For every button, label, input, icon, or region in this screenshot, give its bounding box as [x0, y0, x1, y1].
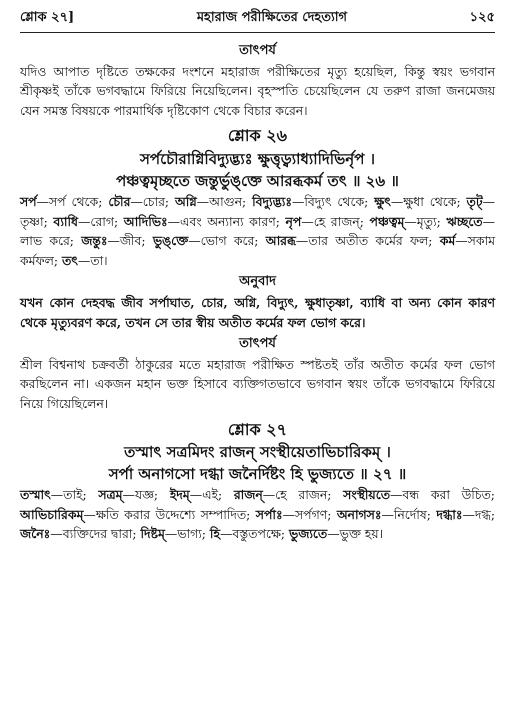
- synonym-meaning: —এই;: [189, 487, 234, 503]
- synonym-meaning: —হে রাজন;: [262, 487, 344, 503]
- synonym-word: আদিভিঃ: [123, 213, 168, 229]
- synonym-meaning: —বিদ্যুৎ থেকে;: [291, 193, 375, 209]
- synonym-meaning: —বন্ধ করা উচিত;: [390, 487, 495, 503]
- synonym-word: সর্প: [20, 193, 37, 209]
- synonym-word: তৎ: [61, 252, 78, 268]
- synonym-meaning: —তাই;: [50, 487, 99, 503]
- synonym-meaning: —তার অতীত কর্মের ফল;: [295, 233, 440, 249]
- synonym-word: দগ্ধাঃ: [436, 506, 463, 522]
- synonym-word: ভুঙ্‌ক্তে: [152, 233, 189, 249]
- synonym-word: ইদম্: [169, 487, 190, 503]
- synonym-meaning: —জীব;: [107, 233, 153, 249]
- header-verse-ref: শ্লোক ২৭]: [20, 10, 75, 25]
- synonym-word: কর্ম: [439, 233, 456, 249]
- verse-27-line-2: সর্পা অনাগসো দগ্ধা জনৈর্দিষ্টং হি ভুজ্যতে ॥ ২৭ ॥: [108, 465, 407, 484]
- synonym-word: নৃপ: [285, 213, 302, 229]
- synonym-meaning: —ভাগ্য;: [164, 526, 210, 542]
- header-chapter-title: মহারাজ পরীক্ষিতের দেহত্যাগ: [196, 10, 348, 25]
- synonym-word: ব্যাধি: [53, 213, 78, 229]
- synonym-meaning: —রোগ;: [78, 213, 124, 229]
- synonym-word: অগ্নি: [175, 193, 197, 209]
- synonym-word: সংস্থীয়তে: [343, 487, 391, 503]
- synonym-meaning: —ভুক্ত হয়।: [327, 526, 384, 542]
- synonym-word: জনৈঃ: [20, 526, 51, 542]
- verse-27-title: শ্লোক ২৭: [227, 419, 288, 439]
- synonym-word: ভুজ্যতে: [289, 526, 328, 542]
- purport-heading: তাৎপর্য: [239, 43, 276, 58]
- verse-27-line-1: তস্মাৎ সত্রমিদং রাজন্ সংস্থীয়েতাভিচারিকম্ ।: [124, 443, 391, 462]
- synonym-word: তৃট্: [466, 193, 483, 209]
- synonym-meaning: —তৃষ্ণা;: [20, 193, 495, 229]
- synonym-word: বিদ্যুদ্ভ্যঃ: [252, 193, 292, 209]
- synonym-meaning: —এবং অন্যান্য কারণ;: [167, 213, 286, 229]
- synonym-word: অনাগসঃ: [336, 506, 382, 522]
- verse-26-line-1: সর্পচৌরাগ্নিবিদ্যুদ্ভ্যঃ ক্ষুত্তৃড্ব্যাধ্যাদিভির্নৃপ ।: [140, 149, 375, 168]
- purport-heading-26: তাৎপর্য: [239, 336, 276, 352]
- synonym-word: ক্ষুৎ: [374, 193, 391, 209]
- synonym-word: রাজন্: [233, 487, 263, 503]
- synonym-meaning: —মৃত্যু;: [404, 213, 447, 229]
- synonym-meaning: —আগুন;: [196, 193, 253, 209]
- translation-heading: অনুবাদ: [239, 274, 276, 290]
- synonym-word: ঋচ্ছতে: [446, 213, 483, 229]
- header-page-number: ১২৫: [469, 10, 495, 25]
- synonym-meaning: —হে রাজন্;: [301, 213, 370, 229]
- synonym-word: সত্রম্: [98, 487, 123, 503]
- verse-26-title: শ্লোক ২৬: [227, 126, 288, 146]
- synonym-word: দিষ্টম্: [140, 526, 165, 542]
- synonym-word: আরব্ধ: [265, 233, 296, 249]
- synonym-word: পঞ্চত্বম্: [369, 213, 405, 229]
- synonym-meaning: —সর্পগণ;: [282, 506, 337, 522]
- synonym-meaning: —ব্যক্তিদের দ্বারা;: [50, 526, 141, 542]
- synonym-meaning: —ক্ষুধা থেকে;: [390, 193, 467, 209]
- synonym-meaning: —বস্তুতপক্ষে;: [219, 526, 290, 542]
- verse-26-translation: যখন কোন দেহবদ্ধ জীব সর্পাঘাত, চোর, অগ্নি, বিদ্যুৎ, ক্ষুধাতৃষ্ণা, ব্যাধি বা অন্য কোন কারণ থেকে মৃত্যুবরণ করে, তখন সে তার স্বীয় অতীত কর্মের ফল ভোগ করে।: [20, 294, 495, 330]
- verse-26-synonyms: [20, 192, 495, 270]
- verse-26-line-2: পঞ্চত্বমৃচ্ছতে জন্তুর্ভুঙ্‌ক্তে আরব্ধকর্ম তৎ ॥ ২৬ ॥: [116, 171, 399, 190]
- synonym-meaning: —তা।: [77, 252, 108, 268]
- synonym-word: সর্পাঃ: [255, 506, 283, 522]
- synonym-meaning: —ক্ষতি করার উদ্দেশ্যে সম্পাদিত;: [83, 506, 256, 522]
- synonym-word: তস্মাৎ: [20, 487, 51, 503]
- synonym-meaning: —ভোগ করে;: [188, 233, 266, 249]
- synonym-meaning: —সর্প থেকে;: [36, 193, 109, 209]
- synonym-meaning: —সকাম কর্মফল;: [20, 233, 495, 268]
- synonym-meaning: —যজ্ঞ;: [122, 487, 170, 503]
- synonym-word: চৌর: [108, 193, 131, 209]
- verse-27-synonyms: [20, 485, 495, 544]
- synonym-meaning: —চোর;: [130, 193, 175, 209]
- verse-26-purport: শ্রীল বিশ্বনাথ চক্রবর্তী ঠাকুরের মতে মহারাজ পরীক্ষিত স্পষ্টতই তাঁর অতীত কর্মের ফল ভোগ করছিলেন না। একজন মহান ভক্ত হিসাবে ব্যক্তিগতভাবে ভগবান স্বয়ং তাঁকে ভগবদ্ধামে ফিরিয়ে নিয়ে গিয়েছিলেন।: [20, 356, 495, 411]
- page-header: [20, 8, 495, 28]
- synonym-meaning: —নির্দোষ;: [381, 506, 437, 522]
- synonym-meaning: —লাভ করে;: [20, 213, 495, 249]
- synonym-word: আভিচারিকম্: [20, 506, 84, 522]
- synonym-word: হি: [209, 526, 220, 542]
- synonym-word: জন্তুঃ: [81, 233, 108, 249]
- header-rule: [20, 32, 495, 33]
- synonym-meaning: —দগ্ধ;: [462, 506, 496, 522]
- purport-text: যদিও আপাত দৃষ্টিতে তক্ষকের দংশনে মহারাজ পরীক্ষিতের মৃত্যু হয়েছিল, কিন্তু স্বয়ং ভগবান শ্রীকৃষ্ণই তাঁকে ভগবদ্ধামে ফিরিয়ে নিয়েছিলেন। বৃহস্পতি চেয়েছিলেন যে তরুণ রাজা জনমেজয় যেন সমস্ত বিষয়কে পারমার্থিক দৃষ্টিকোণ থেকে বিচার করেন।: [20, 63, 495, 118]
